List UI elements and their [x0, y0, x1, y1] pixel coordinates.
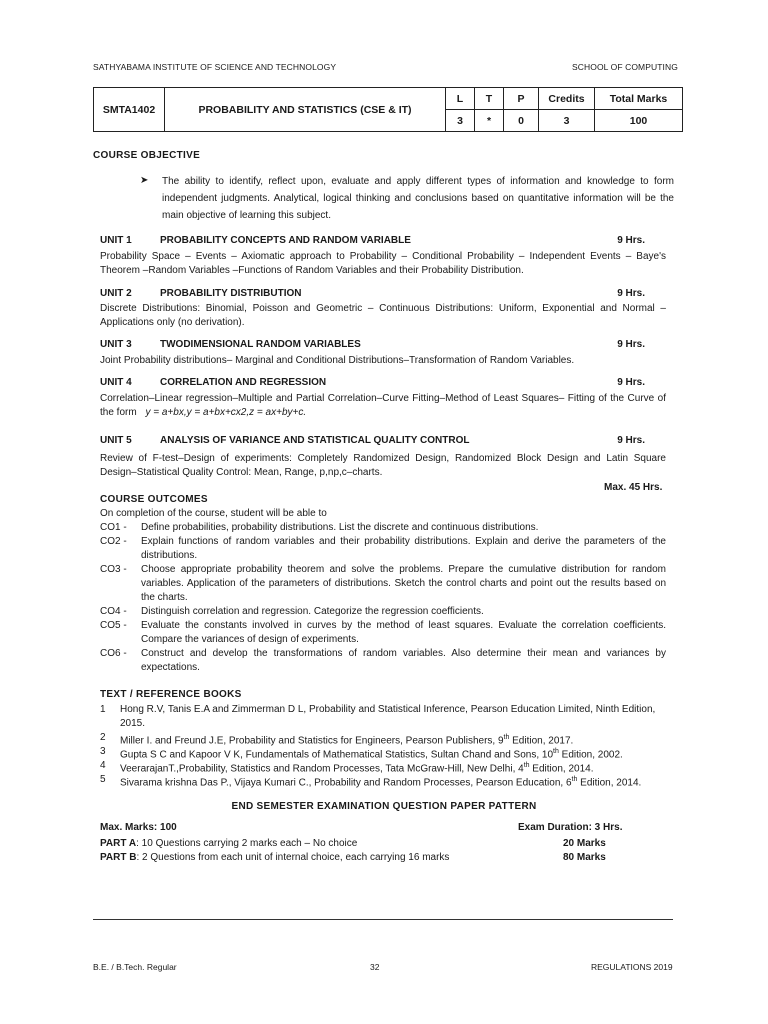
header-credits: Credits — [539, 88, 595, 110]
reference-item — [100, 703, 670, 731]
ordinal-suffix: th — [571, 776, 578, 783]
outcome-text: Construct and develop the transformations of random variables. Also determine their mean and variances by expectations. — [141, 648, 666, 673]
value-l: 3 — [446, 110, 475, 132]
part-b-label: PART B — [100, 852, 137, 863]
ordinal-suffix: th — [553, 748, 559, 755]
page-number: 32 — [370, 962, 380, 972]
outcome-code: CO1 - — [100, 522, 127, 533]
reference-text: Miller I. and Freund J.E, Probability and Statistics for Engineers, Pearson Publishers, 9 — [120, 735, 504, 747]
reference-text: Gupta S C and Kapoor V K, Fundamentals of Mathematical Statistics, Sultan Chand and Sons, 10 — [120, 749, 554, 761]
exam-duration: Exam Duration: 3 Hrs. — [518, 822, 623, 833]
unit-number: UNIT 1 — [100, 235, 132, 246]
outcome-item — [100, 535, 666, 563]
part-a-marks: 20 Marks — [563, 838, 606, 849]
reference-number: 5 — [100, 774, 106, 785]
ordinal-suffix: th — [523, 762, 530, 769]
footer-regulations: REGULATIONS 2019 — [591, 962, 673, 972]
header-p: P — [504, 88, 539, 110]
part-a-line — [100, 838, 357, 849]
course-title: PROBABILITY AND STATISTICS (CSE & IT) — [165, 88, 446, 132]
outcome-code: CO2 - — [100, 536, 127, 547]
reference-text-end: Edition, 2002. — [558, 749, 623, 761]
part-a-label: PART A — [100, 838, 137, 849]
outcome-text: Explain functions of random variables and their probability distributions. Explain and derive the parameters of the distributions. — [141, 536, 666, 561]
unit-2-content: Discrete Distributions: Binomial, Poisson and Geometric – Continuous Distributions: Uniform, Exponential and Normal – Applications only (no derivation). — [100, 303, 666, 328]
unit-hours: 9 Hrs. — [617, 377, 645, 388]
value-credits: 3 — [539, 110, 595, 132]
max-marks: Max. Marks: 100 — [100, 822, 177, 833]
outcome-item — [100, 521, 666, 535]
outcome-item — [100, 563, 666, 605]
course-info-table — [93, 87, 683, 132]
reference-text: VeerarajanT.,Probability, Statistics and Random Processes, Tata McGraw-Hill, New Delhi, 4 — [120, 763, 524, 775]
unit-hours: 9 Hrs. — [617, 339, 645, 350]
unit-number: UNIT 5 — [100, 435, 132, 446]
outcome-item — [100, 619, 666, 647]
footer-program: B.E. / B.Tech. Regular — [93, 962, 177, 972]
value-t: * — [475, 110, 504, 132]
reference-text-end: Edition, 2014. — [529, 763, 594, 775]
institute-name: SATHYABAMA INSTITUTE OF SCIENCE AND TECHNOLOGY — [93, 62, 337, 72]
reference-text: Hong R.V, Tanis E.A and Zimmerman D L, Probability and Statistical Inference, Pearson Education Limited, Ninth Edition, 2015. — [120, 704, 656, 729]
part-a-text: : 10 Questions carrying 2 marks each – No choice — [136, 838, 358, 849]
outcome-text: Choose appropriate probability theorem and solve the problems. Prepare the cumulative distribution for random variables. Application of the parameters of distributions. Sketch the control charts and point out the results based on the charts. — [141, 564, 666, 603]
header-t: T — [475, 88, 504, 110]
reference-text-end: Edition, 2014. — [577, 777, 642, 789]
outcome-text: Define probabilities, probability distributions. List the discrete and continuous distributions. — [141, 522, 539, 533]
part-b-text: : 2 Questions from each unit of internal choice, each carrying 16 marks — [136, 852, 450, 863]
reference-text-end: Edition, 2017. — [509, 735, 574, 747]
unit-5-content: Review of F-test–Design of experiments: Completely Randomized Design, Randomized Block Design and Latin Square Design–Statistical Quality Control: Mean, Range, p,np,c–charts. — [100, 453, 666, 478]
reference-number: 4 — [100, 760, 106, 771]
value-p: 0 — [504, 110, 539, 132]
unit-number: UNIT 2 — [100, 288, 132, 299]
unit-title: CORRELATION AND REGRESSION — [160, 377, 327, 388]
course-code: SMTA1402 — [94, 88, 165, 132]
outcome-code: CO5 - — [100, 620, 127, 631]
unit-1-content: Probability Space – Events – Axiomatic approach to Probability – Conditional Probability – Independent Events – Baye's Theorem –Random Variables –Functions of Random Variables and their Probability Distribution. — [100, 251, 666, 276]
unit-4-formula: y = a+bx,y = a+bx+cx2,z = ax+by+c. — [145, 407, 307, 418]
unit-title: PROBABILITY CONCEPTS AND RANDOM VARIABLE — [160, 235, 411, 246]
reference-number: 3 — [100, 746, 106, 757]
unit-number: UNIT 4 — [100, 377, 132, 388]
unit-number: UNIT 3 — [100, 339, 132, 350]
outcome-code: CO6 - — [100, 648, 127, 659]
header-total-marks: Total Marks — [595, 88, 683, 110]
school-name: SCHOOL OF COMPUTING — [572, 62, 678, 72]
reference-text: Sivarama krishna Das P., Vijaya Kumari C., Probability and Random Processes, Pearson Education, 6 — [120, 777, 572, 789]
reference-item — [100, 773, 670, 790]
bullet-icon: ➤ — [140, 175, 149, 186]
unit-3-content: Joint Probability distributions– Marginal and Conditional Distributions–Transformation of Random Variables. — [100, 355, 575, 366]
footer-divider — [93, 919, 673, 920]
outcome-item — [100, 647, 666, 675]
exam-pattern-heading: END SEMESTER EXAMINATION QUESTION PAPER PATTERN — [231, 801, 537, 812]
unit-4-content — [100, 392, 666, 420]
course-outcomes-heading: COURSE OUTCOMES — [100, 494, 208, 505]
unit-title: ANALYSIS OF VARIANCE AND STATISTICAL QUALITY CONTROL — [160, 435, 470, 446]
value-total-marks: 100 — [595, 110, 683, 132]
outcome-text: Evaluate the constants involved in curves by the method of least squares. Evaluate the correlation coefficients. Compare the variances of design of experiments. — [141, 620, 666, 645]
references-heading: TEXT / REFERENCE BOOKS — [100, 689, 242, 700]
outcome-code: CO4 - — [100, 606, 127, 617]
reference-number: 1 — [100, 704, 106, 715]
part-b-marks: 80 Marks — [563, 852, 606, 863]
unit-4-text: Correlation–Linear regression–Multiple and Partial Correlation–Curve Fitting–Method of Least Squares– Fitting of the Curve of the form — [100, 393, 666, 418]
header-l: L — [446, 88, 475, 110]
course-objective-heading: COURSE OBJECTIVE — [93, 150, 201, 161]
unit-title: PROBABILITY DISTRIBUTION — [160, 288, 302, 299]
ordinal-suffix: th — [503, 734, 510, 741]
unit-title: TWODIMENSIONAL RANDOM VARIABLES — [160, 339, 361, 350]
outcome-text: Distinguish correlation and regression. Categorize the regression coefficients. — [141, 606, 484, 617]
course-objective-text: The ability to identify, reflect upon, evaluate and apply different types of information and knowledge to form independent judgments. Analytical, logical thinking and conclusions based on quantitative information will be the main objective of learning this subject. — [162, 176, 674, 221]
outcome-item — [100, 605, 666, 619]
max-hours: Max. 45 Hrs. — [604, 482, 663, 493]
part-b-line — [100, 852, 449, 863]
outcome-code: CO3 - — [100, 564, 127, 575]
unit-hours: 9 Hrs. — [617, 288, 645, 299]
course-outcomes-intro: On completion of the course, student will be able to — [100, 508, 327, 519]
unit-hours: 9 Hrs. — [617, 235, 645, 246]
reference-number: 2 — [100, 732, 106, 743]
unit-hours: 9 Hrs. — [617, 435, 645, 446]
